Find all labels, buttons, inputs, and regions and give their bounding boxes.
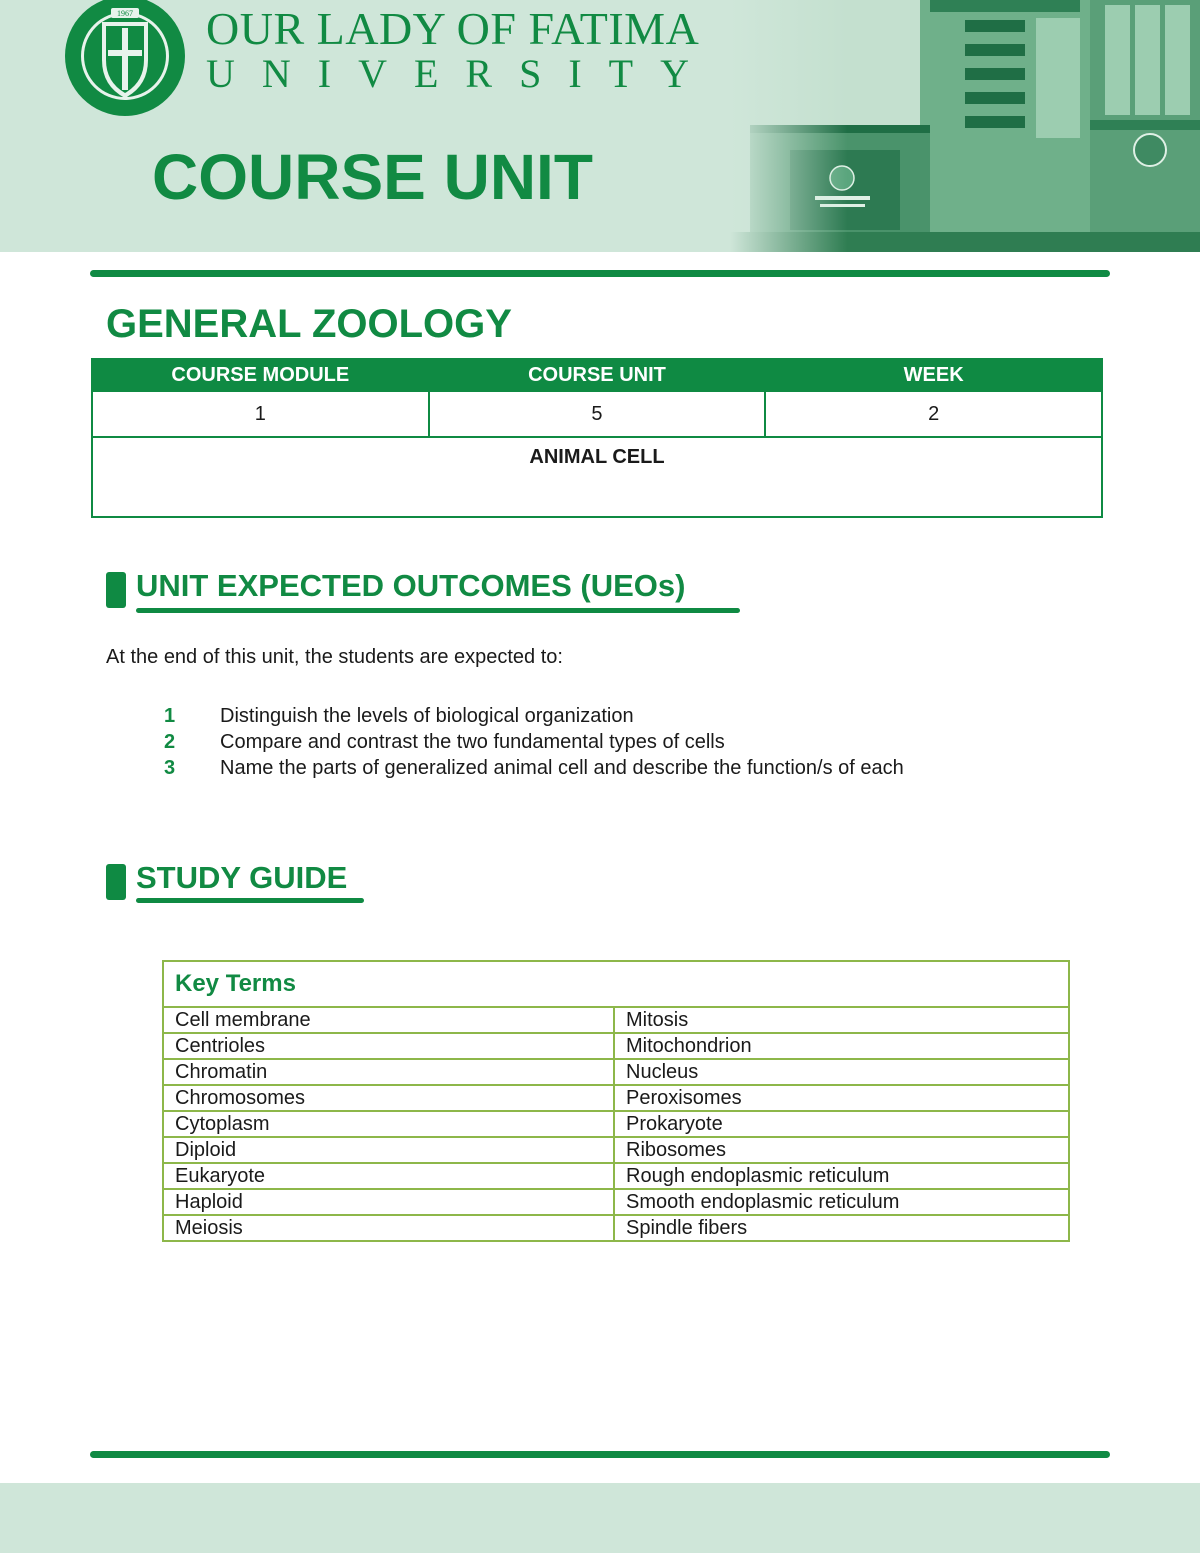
key-term: Prokaryote: [614, 1111, 1069, 1137]
table-row: [163, 1163, 1069, 1189]
key-terms-title: Key Terms: [163, 961, 1069, 1007]
header-week: WEEK: [765, 359, 1102, 391]
course-info-table: [91, 358, 1103, 518]
building-illustration: [730, 0, 1200, 252]
key-term: Mitochondrion: [614, 1033, 1069, 1059]
key-term: Chromatin: [163, 1059, 614, 1085]
value-week: 2: [765, 391, 1102, 437]
key-term: Centrioles: [163, 1033, 614, 1059]
table-row: [163, 1215, 1069, 1241]
outcome-text: Compare and contrast the two fundamental types of cells: [220, 731, 725, 753]
ueo-intro: At the end of this unit, the students are expected to:: [106, 646, 563, 668]
value-course-unit: 5: [429, 391, 766, 437]
key-term: Nucleus: [614, 1059, 1069, 1085]
outcome-text: Distinguish the levels of biological organization: [220, 705, 634, 727]
key-term: Chromosomes: [163, 1085, 614, 1111]
page-title: COURSE UNIT: [152, 141, 593, 213]
ueo-heading-text: UNIT EXPECTED OUTCOMES (UEOs): [136, 568, 686, 603]
key-term: Diploid: [163, 1137, 614, 1163]
section-marker: [106, 572, 126, 608]
bottom-divider: [90, 1451, 1110, 1458]
study-guide-heading-text: STUDY GUIDE: [136, 860, 348, 895]
unit-topic: ANIMAL CELL: [92, 437, 1102, 517]
page-header: [0, 0, 1200, 252]
subject-title: GENERAL ZOOLOGY: [106, 302, 512, 346]
table-row: [163, 1111, 1069, 1137]
university-name-line2: UNIVERSITY: [206, 51, 716, 96]
key-term: Peroxisomes: [614, 1085, 1069, 1111]
university-name-line1: OUR LADY OF FATIMA: [206, 3, 700, 54]
header-course-unit: COURSE UNIT: [429, 359, 766, 391]
key-term: Rough endoplasmic reticulum: [614, 1163, 1069, 1189]
table-row: [163, 1007, 1069, 1033]
key-term: Haploid: [163, 1189, 614, 1215]
key-terms-table: [162, 960, 1070, 1242]
outcome-number: 3: [164, 757, 176, 779]
key-term: Smooth endoplasmic reticulum: [614, 1189, 1069, 1215]
key-term: Cell membrane: [163, 1007, 614, 1033]
outcome-number: 1: [164, 705, 176, 727]
university-seal-logo: [62, 0, 188, 118]
outcome-number: 2: [164, 731, 176, 753]
svg-text:1967: 1967: [117, 9, 133, 18]
study-guide-heading-underline: [136, 898, 364, 903]
section-marker: [106, 864, 126, 900]
table-row: [163, 1137, 1069, 1163]
table-row: [163, 1189, 1069, 1215]
key-term: Cytoplasm: [163, 1111, 614, 1137]
key-term: Ribosomes: [614, 1137, 1069, 1163]
top-divider: [90, 270, 1110, 277]
table-row: [163, 1085, 1069, 1111]
header-course-module: COURSE MODULE: [92, 359, 429, 391]
key-term: Eukaryote: [163, 1163, 614, 1189]
table-row: [163, 1059, 1069, 1085]
ueo-heading-underline: [136, 608, 740, 613]
key-term: Meiosis: [163, 1215, 614, 1241]
outcome-text: Name the parts of generalized animal cell and describe the function/s of each: [220, 757, 904, 779]
value-course-module: 1: [92, 391, 429, 437]
table-row: [163, 1033, 1069, 1059]
key-term: Mitosis: [614, 1007, 1069, 1033]
page-footer: [0, 1483, 1200, 1553]
key-term: Spindle fibers: [614, 1215, 1069, 1241]
